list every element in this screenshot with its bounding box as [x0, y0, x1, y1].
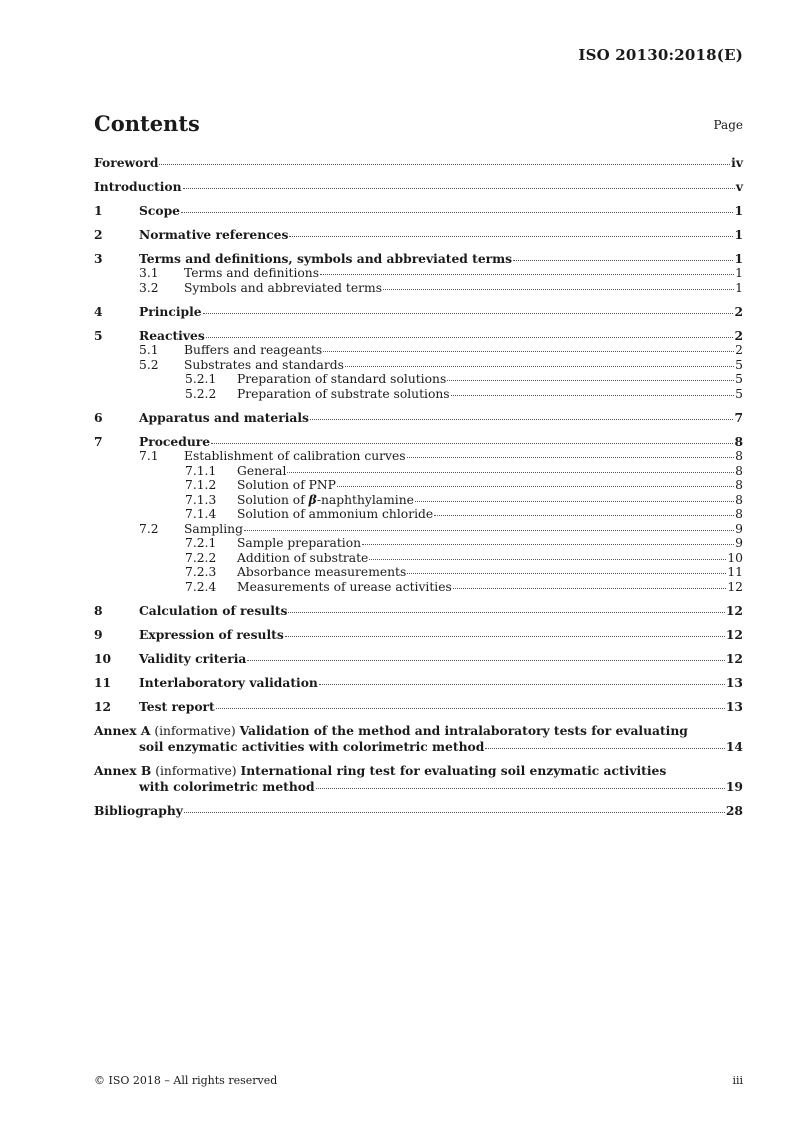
toc-entry-number: 7.2.4 — [185, 579, 217, 594]
dot-leader — [485, 747, 725, 749]
toc-entry-title: Solution of PNP — [237, 478, 336, 492]
annex-title-line1: International ring test for evaluating soil enzymatic activities — [240, 763, 667, 778]
toc-entry-number: 10 — [94, 651, 112, 666]
dot-leader — [289, 235, 733, 237]
toc-entry-page: 7 — [734, 410, 743, 425]
annex-informative: (informative) — [154, 724, 236, 738]
toc-entry-title: General — [237, 463, 287, 478]
toc-entry-page: 2 — [734, 328, 743, 343]
toc-entry-title: Terms and definitions — [184, 266, 320, 280]
toc-entry-title: Reactives — [139, 328, 205, 343]
toc-entry-page: 13 — [725, 675, 743, 690]
toc-entry-page: 1 — [735, 280, 743, 295]
toc-entry-page: 8 — [735, 449, 743, 463]
toc-entry-number: 2 — [94, 227, 103, 242]
toc-entry-title: Expression of results — [139, 627, 284, 642]
toc-entry-page: 12 — [725, 603, 743, 618]
dot-leader — [287, 471, 734, 473]
toc-entry-number: 7.1.1 — [185, 463, 217, 478]
toc-entry-number: 3.1 — [139, 266, 159, 280]
toc-entry-page: 1 — [734, 251, 743, 266]
annex-label: Annex A — [94, 723, 151, 738]
toc-entry-page: 11 — [727, 565, 743, 579]
dot-leader — [181, 211, 733, 213]
toc-entry-number: 1 — [94, 203, 103, 218]
toc-entry-title: Terms and definitions, symbols and abbreviated terms — [139, 251, 513, 266]
toc-entry-number: 7.2 — [139, 521, 159, 536]
toc-entry[interactable] — [94, 700, 743, 714]
toc-entry-number: 7.2.3 — [185, 565, 217, 579]
dot-leader — [183, 187, 735, 189]
page-column-label: Page — [713, 118, 743, 132]
toc-entry-page: 1 — [734, 203, 743, 218]
toc-entry-number: 7 — [94, 434, 103, 449]
toc-entry-title-suffix: -naphthylamine — [316, 492, 414, 507]
toc-entry-page: 28 — [725, 803, 743, 818]
toc-entry-number: 3 — [94, 251, 103, 266]
toc-entry[interactable] — [94, 266, 743, 281]
annex-page: 19 — [725, 779, 743, 794]
toc-entry[interactable] — [94, 676, 743, 690]
dot-leader — [407, 456, 735, 458]
toc-entry-number: 7.1.3 — [185, 492, 217, 507]
toc-entries — [94, 156, 743, 714]
toc-entry[interactable] — [94, 156, 743, 170]
toc-entry-number: 5.2 — [139, 357, 159, 372]
dot-leader — [316, 787, 725, 789]
toc-entry-page: 1 — [734, 227, 743, 242]
toc-entry-title: Preparation of substrate solutions — [237, 386, 450, 401]
dot-leader — [310, 418, 733, 420]
document-id: ISO 20130:2018(E) — [578, 46, 743, 64]
annex-title-line2: with colorimetric method — [139, 779, 315, 794]
toc-entry-number: 8 — [94, 603, 103, 618]
toc-entry[interactable] — [94, 604, 743, 618]
toc-entry[interactable] — [94, 329, 743, 343]
toc-entry-title: Foreword — [94, 155, 159, 170]
annex-title-line1: Validation of the method and intralaboratory tests for evaluating — [239, 723, 688, 738]
dot-leader — [337, 485, 734, 487]
toc-entry-title: Solution of ammonium chloride — [237, 507, 434, 521]
toc-entry-number: 5.2.2 — [185, 386, 217, 401]
toc-entry-number: 6 — [94, 410, 103, 425]
dot-leader — [288, 611, 724, 613]
toc-entry-number: 5.2.1 — [185, 372, 217, 386]
toc-entry-title: Introduction — [94, 179, 182, 194]
toc-entry[interactable] — [94, 343, 743, 358]
toc-entry[interactable] — [94, 507, 743, 522]
toc-entry-title: Test report — [139, 699, 215, 714]
toc-entry-page: 12 — [725, 627, 743, 642]
toc-entry[interactable] — [94, 580, 743, 595]
toc-entry-title: Apparatus and materials — [139, 410, 309, 425]
dot-leader — [369, 558, 726, 560]
toc-entry-title — [237, 493, 414, 508]
table-of-contents — [94, 156, 743, 818]
dot-leader — [513, 259, 733, 261]
dot-leader — [320, 273, 734, 275]
toc-entry-title-prefix: Solution of — [237, 492, 309, 507]
toc-entry-number: 5 — [94, 328, 103, 343]
toc-entry[interactable] — [94, 228, 743, 242]
toc-entry-number: 3.2 — [139, 280, 159, 295]
dot-leader — [447, 379, 734, 381]
toc-entry-title: Procedure — [139, 434, 211, 449]
toc-entry[interactable] — [94, 493, 743, 508]
dot-leader — [453, 587, 727, 589]
toc-entry-page: 1 — [735, 266, 743, 280]
toc-entry-page: 5 — [735, 386, 743, 401]
toc-entry-page: 10 — [727, 550, 743, 565]
toc-entry-page: 8 — [735, 492, 743, 507]
toc-entry-page: 5 — [735, 357, 743, 372]
toc-entry-number: 7.1 — [139, 449, 159, 463]
toc-entry-page: 12 — [727, 579, 743, 594]
toc-entry[interactable] — [94, 305, 743, 319]
annex-label: Annex B — [94, 763, 152, 778]
toc-entry-page: 8 — [735, 463, 743, 478]
dot-leader — [216, 707, 725, 709]
dot-leader — [206, 336, 734, 338]
annex-page: 14 — [725, 739, 743, 754]
toc-entry[interactable] — [94, 652, 743, 666]
dot-leader — [184, 811, 725, 813]
toc-annex-b[interactable] — [94, 763, 743, 794]
toc-entry-number: 7.1.2 — [185, 478, 217, 492]
greek-beta-symbol: β — [308, 491, 317, 507]
dot-leader — [285, 635, 725, 637]
toc-entry[interactable] — [94, 551, 743, 566]
toc-entry[interactable] — [94, 281, 743, 296]
toc-entry-title: Principle — [139, 304, 202, 319]
dot-leader — [211, 442, 733, 444]
toc-entry-number: 5.1 — [139, 343, 159, 357]
dot-leader — [383, 288, 734, 290]
toc-entry-number: 4 — [94, 304, 103, 319]
toc-entry[interactable] — [94, 358, 743, 373]
toc-entry-title: Sample preparation — [237, 536, 362, 550]
toc-entry-title: Preparation of standard solutions — [237, 372, 447, 386]
dot-leader — [362, 543, 734, 545]
toc-entry[interactable] — [94, 411, 743, 425]
dot-leader — [244, 529, 734, 531]
dot-leader — [434, 514, 734, 516]
toc-entry-page: 9 — [735, 536, 743, 550]
toc-entry-title: Measurements of urease activities — [237, 579, 452, 594]
dot-leader — [415, 500, 734, 502]
toc-entry-title: Establishment of calibration curves — [184, 449, 406, 463]
toc-entry-title: Normative references — [139, 227, 289, 242]
toc-entry-title: Calculation of results — [139, 603, 288, 618]
dot-leader — [451, 394, 735, 396]
toc-entry-page: 5 — [735, 372, 743, 386]
dot-leader — [319, 683, 725, 685]
toc-entry[interactable] — [94, 180, 743, 194]
toc-entry[interactable] — [94, 536, 743, 551]
toc-entry[interactable] — [94, 522, 743, 537]
toc-entry-number: 7.1.4 — [185, 507, 217, 521]
dot-leader — [323, 350, 734, 352]
toc-entry-title: Validity criteria — [139, 651, 247, 666]
dot-leader — [345, 365, 734, 367]
toc-entry[interactable] — [94, 449, 743, 464]
toc-entry[interactable] — [94, 372, 743, 387]
footer-copyright: © ISO 2018 – All rights reserved — [94, 1074, 278, 1087]
toc-entry[interactable] — [94, 628, 743, 642]
toc-entry-page: 13 — [725, 699, 743, 714]
toc-entry-page: 2 — [735, 343, 743, 357]
toc-entry-title: Absorbance measurements — [237, 565, 407, 579]
toc-entry-page: 2 — [734, 304, 743, 319]
dot-leader — [203, 312, 734, 314]
dot-leader — [159, 163, 730, 165]
toc-entry-page: 8 — [734, 434, 743, 449]
toc-entry[interactable] — [94, 464, 743, 479]
toc-bibliography[interactable] — [94, 804, 743, 818]
toc-entry-title: Substrates and standards — [184, 357, 344, 372]
toc-entry-title: Sampling — [184, 521, 243, 536]
toc-entry-page: v — [735, 179, 743, 194]
contents-heading: Contents — [94, 111, 200, 136]
toc-entry[interactable] — [94, 478, 743, 493]
toc-entry[interactable] — [94, 252, 743, 266]
toc-entry[interactable] — [94, 387, 743, 402]
toc-entry-page: iv — [731, 155, 743, 170]
toc-entry-title: Scope — [139, 203, 180, 218]
annex-title-line2: soil enzymatic activities with colorimetric method — [139, 739, 485, 754]
toc-entry-page: 9 — [735, 521, 743, 536]
toc-entry-page: 12 — [725, 651, 743, 666]
toc-entry-number: 11 — [94, 675, 112, 690]
toc-entry-title: Addition of substrate — [237, 550, 369, 565]
toc-entry-number: 9 — [94, 627, 103, 642]
dot-leader — [247, 659, 725, 661]
toc-annex-a[interactable] — [94, 723, 743, 754]
toc-entry[interactable] — [94, 435, 743, 449]
toc-entry-title: Buffers and reageants — [184, 343, 323, 357]
toc-entry-page: 8 — [735, 507, 743, 521]
toc-entry[interactable] — [94, 204, 743, 218]
toc-entry-number: 7.2.2 — [185, 550, 217, 565]
annex-informative: (informative) — [155, 764, 237, 778]
toc-entry-title: Symbols and abbreviated terms — [184, 280, 382, 295]
toc-entry[interactable] — [94, 565, 743, 580]
dot-leader — [407, 572, 726, 574]
toc-entry-title: Interlaboratory validation — [139, 675, 318, 690]
toc-entry-number: 7.2.1 — [185, 536, 217, 550]
toc-entry-page: 8 — [735, 478, 743, 492]
footer-page-number: iii — [732, 1074, 743, 1087]
toc-entry-title: Bibliography — [94, 803, 183, 818]
toc-entry-number: 12 — [94, 699, 112, 714]
